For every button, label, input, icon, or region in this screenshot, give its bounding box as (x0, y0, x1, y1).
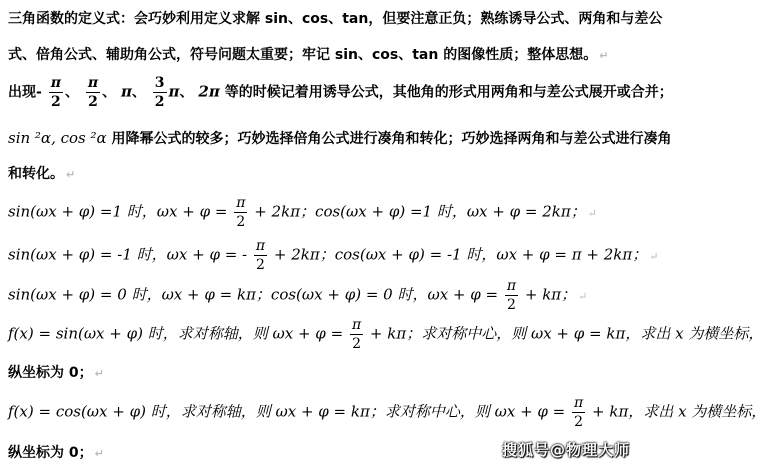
frac-pi-over-2: $\frac{\pi}{2}$ (236, 195, 246, 230)
frac-pi-over-2: $\frac{\pi}{2}$ (255, 238, 266, 273)
rule-sin-equals-1: sin(ωx + φ) =1 时，ωx + φ = $\frac{\pi}{2}$ + 2kπ；cos(ωx + φ) =1 时，ωx + φ = 2kπ； ↵ (8, 195, 597, 230)
cos-ordinate-zero: 纵坐标为 0； ↵ (8, 445, 104, 461)
intro-line-2: 式、倍角公式、辅助角公式，符号问题太重要；牢记 sin、cos、tan 的图像性质；整体思想。 ↵ (8, 47, 609, 63)
paragraph-mark: ↵ (599, 49, 609, 62)
intro-line-1: 三角函数的定义式：会巧妙利用定义求解 sin、cos、tan，但要注意正负；熟练诱导公式、两角和与差公 (8, 11, 663, 27)
frac-pi-over-2: $\frac{\pi}{2}$ (506, 278, 517, 313)
frac-pi-over-2: $\frac{\pi}{2}$ (574, 395, 584, 430)
power-reduction-line: sin ²α, cos ²α 用降幂公式的较多；巧妙选择倍角公式进行凑角和转化；巧妙选择两角和与差公式进行凑角 (8, 129, 672, 147)
watermark: 搜狐号@物理大师 (501, 441, 630, 459)
rule-sin-symmetry: f(x) = sin(ωx + φ) 时，求对称轴，则 ωx + φ = $\frac{\pi}{2}$ + kπ；求对称中心，则 ωx + φ = kπ，求出 x 为横坐标， (8, 317, 764, 352)
frac-pi-over-2: $\frac{\pi}{2}$ (50, 75, 61, 110)
rule-sin-equals-0: sin(ωx + φ) = 0 时，ωx + φ = kπ；cos(ωx + φ) = 0 时，ωx + φ = $\frac{\pi}{2}$ + kπ； ↵ (8, 278, 588, 313)
sin-ordinate-zero: 纵坐标为 0； ↵ (8, 365, 104, 381)
rule-sin-equals-minus-1: sin(ωx + φ) = -1 时，ωx + φ = - $\frac{\pi}{2}$ + 2kπ；cos(ωx + φ) = -1 时，ωx + φ = π + 2kπ； ↵ (8, 238, 659, 273)
frac-pi-over-2: $\frac{\pi}{2}$ (87, 75, 99, 110)
frac-pi-over-2: $\frac{\pi}{2}$ (351, 317, 362, 352)
rule-cos-symmetry: f(x) = cos(ωx + φ) 时，求对称轴，则 ωx + φ = kπ；求对称中心，则 ωx + φ = $\frac{\pi}{2}$ + kπ，求出 x 为横坐标， (8, 395, 766, 430)
transform-line: 和转化。 ↵ (8, 166, 76, 182)
induction-line: 出现- $\frac{\pi}{2}$ 、 $\frac{\pi}{2}$ 、 π、 $\frac{3}{2}$ π、 2π 等的时候记着用诱导公式，其他角的形式用两角和与差公式展开或合并； (8, 75, 673, 110)
frac-3-over-2: $\frac{3}{2}$ (154, 75, 165, 110)
